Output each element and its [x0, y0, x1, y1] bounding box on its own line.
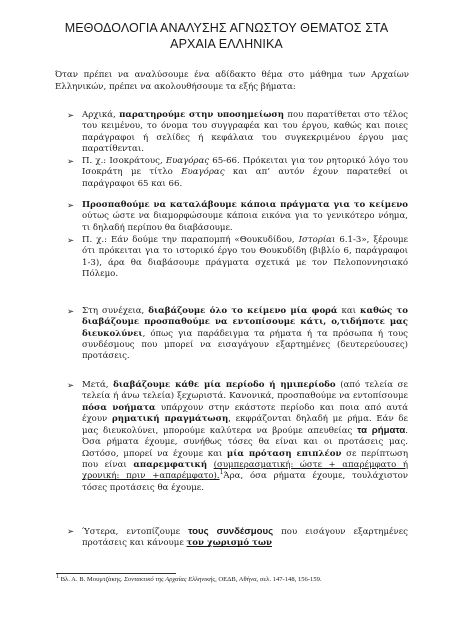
list-item	[67, 306, 408, 362]
item-paragraph: Στη συνέχεια, διαβάζουμε όλο το κείμενο μία φορά και καθώς το διαβάζουμε προσπαθούμε να εντοπίσουμε κάτι, ο,τιδήποτε μας διευκολύνει, όπως για παράδειγμα τα ρήματα ή τα πρόσωπα ή τους συνδέσμους που μπορεί να εισαγάγουν εξαρτημένες (δευτερεύουσες) προτάσεις.	[82, 306, 408, 362]
page-title	[40, 20, 413, 52]
arrow-bullet-icon: ➢	[67, 200, 75, 210]
item-paragraph: Αρχικά, παρατηρούμε στην υποσημείωση που παρατίθεται στο τέλος του κειμένου, το όνομα του συγγραφέα και του έργου, καθώς και ποιες παράγραφοι ή σελίδες ή κεφάλαια του συγκεκριμένου έργου μας παρατίθενται.	[82, 110, 408, 154]
arrow-bullet-icon: ➢	[67, 235, 75, 245]
list-item	[67, 235, 409, 280]
item-paragraph: Μετά, διαβάζουμε κάθε μία περίοδο ή ημιπερίοδο (από τελεία σε τελεία ή άνω τελεία) ξεχωριστά. Κανονικά, προσπαθούμε να εντοπίσουμε πόσα νοήματα υπάρχουν στην εκάστοτε περίοδο και ποια από αυτά έχουν ρηματική πραγμάτωση, εκφράζονται δηλαδή με ρήμα. Εάν δε μας διευκολύνει, μπορούμε καλύτερα να βρούμε απευθείας τα ρήματα. Όσα ρήματα έχουμε, συνήθως τόσες θα είναι και οι προτάσεις μας. Ωστόσο, μπορεί να έχουμε και μία πρόταση επιπλέον σε περίπτωση που είναι απαρεμφατική (συμπερασματική: ώστε + απαρέμφατο ή χρονική: πριν +απαρέμφατο).$^1$Άρα, όσα ρήματα έχουμε, τουλάχιστον τόσες προτάσεις θα έχουμε.	[82, 380, 408, 493]
title-line-1: ΜΕΘΟΔΟΛΟΓΙΑ ΑΝΑΛΥΣΗΣ ΑΓΝΩΣΤΟΥ ΘΕΜΑΤΟΣ ΣΤΑ	[64, 21, 389, 35]
item-paragraph: Π. χ.: Ισοκράτους, Ευαγόρας 65-66. Πρόκειται για τον ρητορικό λόγο του Ισοκράτη με τίτλο Ευαγόρας και απ’ αυτόν έχουν παρατεθεί οι παράγραφοι 65 και 66.	[82, 156, 409, 189]
list-item	[67, 110, 408, 155]
arrow-bullet-icon: ➢	[67, 526, 75, 536]
arrow-bullet-icon: ➢	[67, 306, 75, 316]
footnote: $^1$ Βλ. Α. Β. Μουμτζάκης. Συντακτικό της Αρχαίας Ελληνικής, ΟΕΔΒ, Αθήνα, σελ. 147-148, 156-159.	[56, 573, 322, 583]
footnote-ref: 1	[219, 469, 224, 477]
list-item	[67, 526, 408, 550]
arrow-bullet-icon: ➢	[67, 380, 75, 390]
list-item	[67, 156, 409, 190]
item-paragraph: Π. χ.: Εάν δούμε την παραπομπή «Θουκυδίδου, Ιστορίαι 6.1-3», ξέρουμε ότι πρόκειται για το ιστορικό έργο του Θουκυδίδη (βιβλίο 6, παράγραφοι 1-3), άρα θα διαβάσουμε πράγματα σχετικά με τον Πελοποννησιακό Πόλεμο.	[82, 235, 409, 279]
title-line-2: ΑΡΧΑΙΑ ΕΛΛΗΝΙΚΑ	[170, 37, 283, 51]
list-item	[67, 200, 408, 234]
item-paragraph: Προσπαθούμε να καταλάβουμε κάποια πράγματα για το κείμενο ούτως ώστε να διαμορφώσουμε κάποια εικόνα για το γενικότερο νόημα, τι δηλαδή περίπου θα διαβάσουμε.	[82, 200, 408, 233]
item-paragraph: Ύστερα, εντοπίζουμε τους συνδέσμους που εισάγουν εξαρτημένες προτάσεις και κάνουμε τον χωρισμό των	[82, 526, 408, 549]
intro-paragraph: Όταν πρέπει να αναλύσουμε ένα αδίδακτο θέμα στο μάθημα των Αρχαίων Ελληνικών, πρέπει να ακολουθήσουμε τα εξής βήματα:	[55, 70, 409, 93]
arrow-bullet-icon: ➢	[67, 156, 75, 166]
list-item	[67, 380, 408, 494]
arrow-bullet-icon: ➢	[67, 110, 75, 120]
footnote-divider	[56, 573, 176, 574]
